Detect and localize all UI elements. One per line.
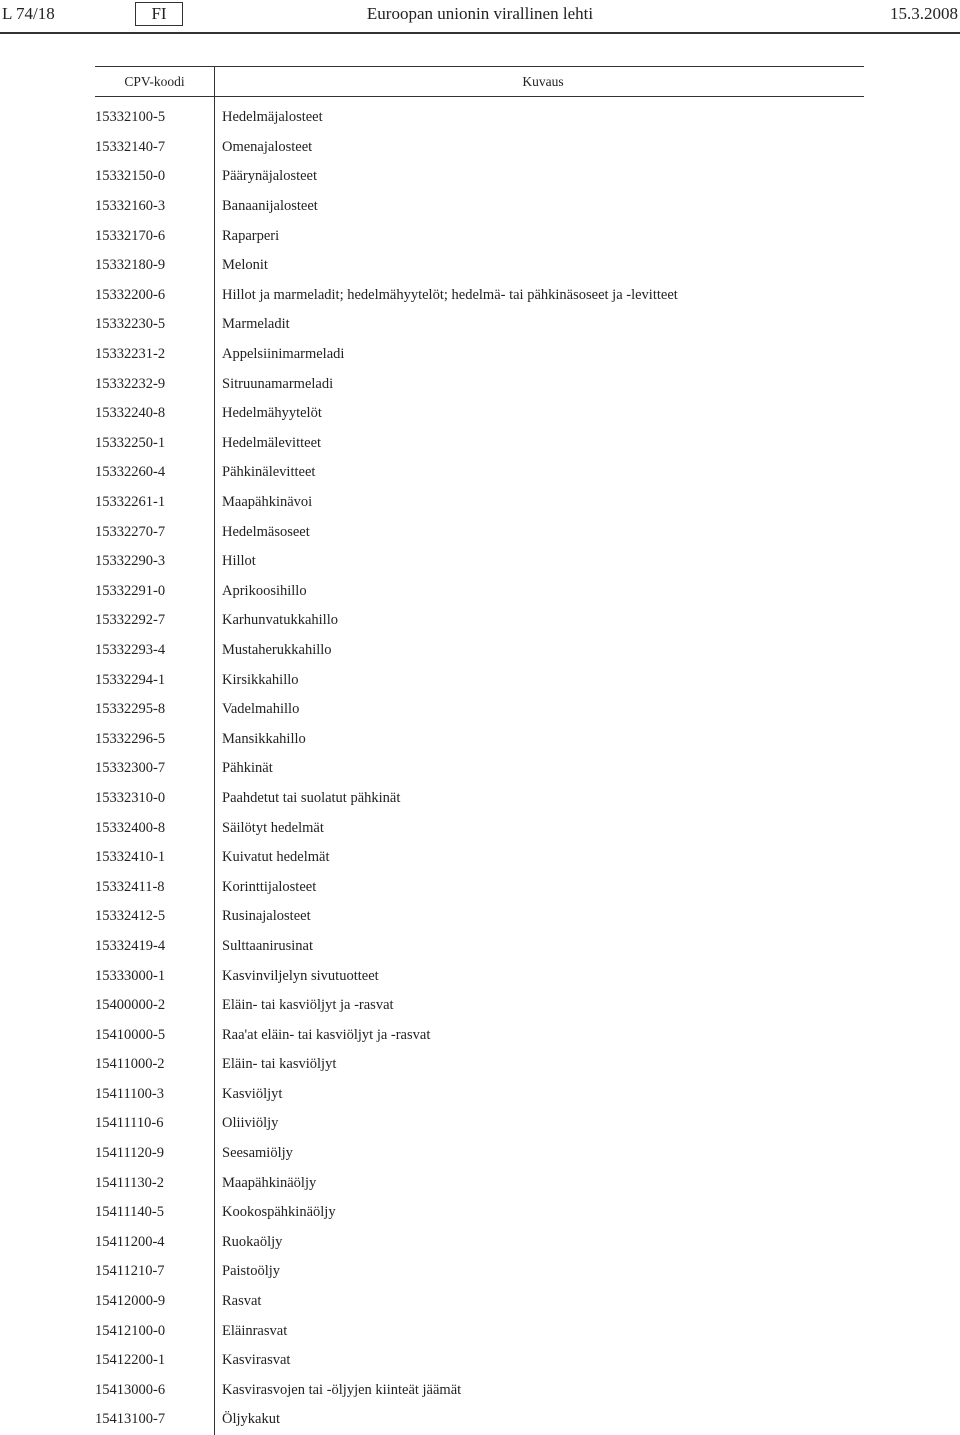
cpv-code: 15411210-7 — [95, 1263, 165, 1280]
cpv-description: Kirsikkahillo — [215, 665, 865, 695]
cpv-code: 15332150-0 — [95, 168, 166, 185]
table-row — [95, 872, 864, 902]
cpv-description: Hillot — [215, 547, 865, 577]
table-row — [95, 97, 864, 133]
cpv-code: 15332140-7 — [95, 138, 166, 155]
table-row — [95, 281, 864, 311]
cpv-description: Appelsiinimarmeladi — [215, 340, 865, 370]
cpv-description: Maapähkinäöljy — [215, 1168, 865, 1198]
cpv-description: Omenajalosteet — [215, 133, 865, 163]
table-row — [95, 843, 864, 873]
table-row — [95, 221, 864, 251]
table-row — [95, 1405, 864, 1435]
table-row — [95, 695, 864, 725]
cpv-code: 15332295-8 — [95, 701, 166, 718]
table-row — [95, 1346, 864, 1376]
page-number: L 74/18 — [2, 4, 55, 23]
cpv-code: 15332180-9 — [95, 257, 166, 274]
cpv-code: 15332400-8 — [95, 819, 166, 836]
cpv-description: Eläin- tai kasviöljyt ja -rasvat — [215, 991, 865, 1021]
cpv-description: Seesamiöljy — [215, 1139, 865, 1169]
table-row — [95, 724, 864, 754]
cpv-code: 15332250-1 — [95, 434, 166, 451]
cpv-code: 15332232-9 — [95, 375, 166, 392]
table-row — [95, 429, 864, 459]
cpv-code: 15332260-4 — [95, 464, 166, 481]
table-row — [95, 577, 864, 607]
cpv-code: 15332296-5 — [95, 730, 166, 747]
table-row — [95, 547, 864, 577]
cpv-code: 15400000-2 — [95, 997, 166, 1014]
cpv-code: 15333000-1 — [95, 967, 166, 984]
table-row — [95, 754, 864, 784]
column-header-code: CPV-koodi — [95, 67, 215, 97]
cpv-code: 15332240-8 — [95, 405, 166, 422]
cpv-code: 15332230-5 — [95, 316, 166, 333]
cpv-description: Kasviöljyt — [215, 1080, 865, 1110]
table-row — [95, 636, 864, 666]
table-row — [95, 1198, 864, 1228]
cpv-code: 15412200-1 — [95, 1352, 166, 1369]
table-row — [95, 133, 864, 163]
table-row — [95, 1050, 864, 1080]
cpv-code: 15411120-9 — [95, 1145, 165, 1162]
cpv-description: Hillot ja marmeladit; hedelmähyytelöt; hedelmä- tai pähkinäsoseet ja -levitteet — [215, 281, 865, 311]
cpv-description: Mustaherukkahillo — [215, 636, 865, 666]
cpv-description: Mansikkahillo — [215, 724, 865, 754]
table-row — [95, 517, 864, 547]
table-header-row — [95, 67, 864, 97]
cpv-code: 15332294-1 — [95, 671, 166, 688]
table-row — [95, 1020, 864, 1050]
cpv-code: 15332419-4 — [95, 937, 166, 954]
table-row — [95, 665, 864, 695]
table-row — [95, 1228, 864, 1258]
cpv-description: Rusinajalosteet — [215, 902, 865, 932]
cpv-code: 15411130-2 — [95, 1174, 165, 1191]
cpv-description: Karhunvatukkahillo — [215, 606, 865, 636]
cpv-description: Melonit — [215, 251, 865, 281]
cpv-description: Pähkinät — [215, 754, 865, 784]
cpv-code: 15411200-4 — [95, 1233, 165, 1250]
cpv-description: Marmeladit — [215, 310, 865, 340]
page-header — [0, 0, 960, 34]
cpv-description: Hedelmäsoseet — [215, 517, 865, 547]
cpv-description: Rasvat — [215, 1287, 865, 1317]
header-divider — [0, 32, 960, 34]
cpv-description: Raparperi — [215, 221, 865, 251]
table-row — [95, 991, 864, 1021]
cpv-code: 15332291-0 — [95, 582, 166, 599]
cpv-code: 15413100-7 — [95, 1411, 166, 1428]
cpv-description: Eläinrasvat — [215, 1316, 865, 1346]
cpv-code: 15332200-6 — [95, 286, 166, 303]
table-row — [95, 251, 864, 281]
table-row — [95, 932, 864, 962]
cpv-description: Kasvirasvojen tai -öljyjen kiinteät jäämät — [215, 1376, 865, 1406]
cpv-code: 15332292-7 — [95, 612, 166, 629]
table-row — [95, 192, 864, 222]
cpv-code: 15332290-3 — [95, 553, 166, 570]
table-row — [95, 1376, 864, 1406]
table-row — [95, 1168, 864, 1198]
cpv-table — [95, 66, 864, 1435]
cpv-description: Paahdetut tai suolatut pähkinät — [215, 784, 865, 814]
table-row — [95, 1080, 864, 1110]
table-row — [95, 1139, 864, 1169]
cpv-description: Banaanijalosteet — [215, 192, 865, 222]
cpv-description: Aprikoosihillo — [215, 577, 865, 607]
cpv-code: 15411140-5 — [95, 1204, 165, 1221]
cpv-code: 15332410-1 — [95, 849, 166, 866]
cpv-description: Eläin- tai kasviöljyt — [215, 1050, 865, 1080]
table-row — [95, 162, 864, 192]
table-row — [95, 310, 864, 340]
cpv-code: 15412100-0 — [95, 1322, 166, 1339]
cpv-code: 15332231-2 — [95, 346, 166, 363]
cpv-description: Kookospähkinäöljy — [215, 1198, 865, 1228]
table-row — [95, 606, 864, 636]
cpv-description: Vadelmahillo — [215, 695, 865, 725]
language-badge: FI — [135, 2, 183, 26]
cpv-description: Paistoöljy — [215, 1257, 865, 1287]
cpv-description: Kuivatut hedelmät — [215, 843, 865, 873]
cpv-code: 15332170-6 — [95, 227, 166, 244]
column-header-description: Kuvaus — [215, 67, 865, 97]
cpv-code: 15332411-8 — [95, 878, 165, 895]
cpv-description: Ruokaöljy — [215, 1228, 865, 1258]
table-row — [95, 1257, 864, 1287]
cpv-description: Päärynäjalosteet — [215, 162, 865, 192]
table-row — [95, 961, 864, 991]
cpv-description: Säilötyt hedelmät — [215, 813, 865, 843]
cpv-code: 15413000-6 — [95, 1381, 166, 1398]
cpv-code: 15332160-3 — [95, 198, 166, 215]
table-row — [95, 1316, 864, 1346]
cpv-code: 15332270-7 — [95, 523, 166, 540]
table-row — [95, 399, 864, 429]
publication-date: 15.3.2008 — [890, 4, 958, 23]
cpv-code: 15332293-4 — [95, 641, 166, 658]
cpv-code: 15332300-7 — [95, 760, 166, 777]
cpv-description: Oliiviöljy — [215, 1109, 865, 1139]
table-row — [95, 784, 864, 814]
cpv-description: Sulttaanirusinat — [215, 932, 865, 962]
cpv-code: 15332310-0 — [95, 789, 166, 806]
cpv-description: Hedelmähyytelöt — [215, 399, 865, 429]
cpv-description: Hedelmälevitteet — [215, 429, 865, 459]
cpv-description: Kasvinviljelyn sivutuotteet — [215, 961, 865, 991]
table-row — [95, 488, 864, 518]
table-row — [95, 1109, 864, 1139]
cpv-code: 15410000-5 — [95, 1026, 166, 1043]
cpv-code: 15411110-6 — [95, 1115, 164, 1132]
table-row — [95, 458, 864, 488]
table-row — [95, 1287, 864, 1317]
cpv-description: Sitruunamarmeladi — [215, 369, 865, 399]
cpv-description: Korinttijalosteet — [215, 872, 865, 902]
journal-title: Euroopan unionin virallinen lehti — [366, 4, 594, 23]
cpv-code: 15332261-1 — [95, 494, 166, 511]
cpv-description: Pähkinälevitteet — [215, 458, 865, 488]
table-row — [95, 369, 864, 399]
cpv-description: Kasvirasvat — [215, 1346, 865, 1376]
cpv-description: Raa'at eläin- tai kasviöljyt ja -rasvat — [215, 1020, 865, 1050]
cpv-code: 15411000-2 — [95, 1056, 165, 1073]
table-row — [95, 340, 864, 370]
cpv-description: Hedelmäjalosteet — [215, 97, 865, 133]
cpv-code: 15411100-3 — [95, 1085, 165, 1102]
cpv-code: 15332412-5 — [95, 908, 166, 925]
table-row — [95, 902, 864, 932]
cpv-description: Maapähkinävoi — [215, 488, 865, 518]
cpv-code: 15332100-5 — [95, 109, 166, 126]
cpv-code: 15412000-9 — [95, 1293, 166, 1310]
table-row — [95, 813, 864, 843]
cpv-description: Öljykakut — [215, 1405, 865, 1435]
